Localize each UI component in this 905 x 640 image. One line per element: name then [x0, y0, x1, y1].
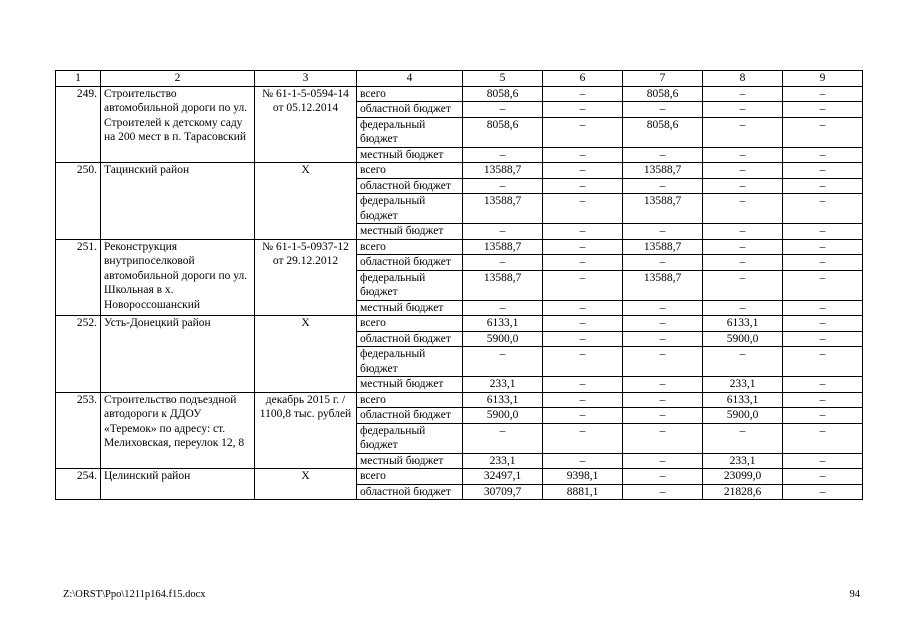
value-cell: – — [463, 300, 543, 316]
value-cell: – — [623, 423, 703, 453]
value-cell: 6133,1 — [463, 316, 543, 332]
header-row — [56, 71, 863, 87]
value-cell: – — [783, 408, 863, 424]
row-number: 253. — [56, 392, 101, 469]
value-cell: – — [703, 178, 783, 194]
value-cell: 6133,1 — [463, 392, 543, 408]
value-cell: – — [703, 347, 783, 377]
value-cell: 13588,7 — [623, 239, 703, 255]
budget-source: областной бюджет — [357, 255, 463, 271]
row-number: 251. — [56, 239, 101, 316]
value-cell: 21828,6 — [703, 484, 783, 500]
value-cell: – — [703, 147, 783, 163]
value-cell: – — [623, 316, 703, 332]
value-cell: – — [623, 147, 703, 163]
value-cell: – — [623, 453, 703, 469]
value-cell: 6133,1 — [703, 392, 783, 408]
value-cell: 8058,6 — [463, 86, 543, 102]
value-cell: 32497,1 — [463, 469, 543, 485]
table-row — [56, 239, 863, 255]
value-cell: 5900,0 — [463, 408, 543, 424]
value-cell: 8058,6 — [623, 86, 703, 102]
value-cell: – — [543, 194, 623, 224]
value-cell: 8058,6 — [623, 117, 703, 147]
value-cell: – — [703, 423, 783, 453]
document-ref: Х — [255, 316, 357, 393]
value-cell: – — [543, 392, 623, 408]
budget-table — [55, 70, 863, 500]
row-number: 250. — [56, 163, 101, 240]
value-cell: – — [463, 178, 543, 194]
value-cell: – — [463, 147, 543, 163]
budget-source: всего — [357, 316, 463, 332]
budget-source: всего — [357, 163, 463, 179]
value-cell: 13588,7 — [623, 163, 703, 179]
budget-source: местный бюджет — [357, 377, 463, 393]
budget-source: всего — [357, 469, 463, 485]
value-cell: – — [703, 239, 783, 255]
value-cell: – — [783, 255, 863, 271]
value-cell: – — [543, 86, 623, 102]
budget-source: местный бюджет — [357, 147, 463, 163]
value-cell: – — [543, 377, 623, 393]
value-cell: 13588,7 — [463, 194, 543, 224]
value-cell: 13588,7 — [463, 239, 543, 255]
value-cell: – — [463, 102, 543, 118]
value-cell: 13588,7 — [463, 270, 543, 300]
value-cell: – — [543, 453, 623, 469]
value-cell: – — [783, 86, 863, 102]
value-cell: – — [783, 147, 863, 163]
value-cell: – — [543, 178, 623, 194]
value-cell: – — [543, 147, 623, 163]
object-name: Усть-Донецкий район — [101, 316, 255, 393]
value-cell: – — [783, 117, 863, 147]
value-cell: – — [783, 469, 863, 485]
value-cell: – — [543, 300, 623, 316]
value-cell: 9398,1 — [543, 469, 623, 485]
value-cell: – — [703, 224, 783, 240]
value-cell: 13588,7 — [623, 270, 703, 300]
value-cell: – — [543, 117, 623, 147]
value-cell: – — [623, 484, 703, 500]
value-cell: – — [783, 316, 863, 332]
value-cell: 6133,1 — [703, 316, 783, 332]
budget-source: всего — [357, 392, 463, 408]
value-cell: – — [783, 102, 863, 118]
row-number: 252. — [56, 316, 101, 393]
value-cell: – — [783, 453, 863, 469]
budget-source: всего — [357, 86, 463, 102]
value-cell: – — [783, 347, 863, 377]
value-cell: 13588,7 — [623, 194, 703, 224]
value-cell: – — [703, 255, 783, 271]
value-cell: – — [703, 300, 783, 316]
value-cell: – — [543, 163, 623, 179]
row-number: 249. — [56, 86, 101, 163]
value-cell: 8058,6 — [463, 117, 543, 147]
value-cell: – — [623, 102, 703, 118]
document-ref: Х — [255, 469, 357, 500]
value-cell: – — [543, 239, 623, 255]
value-cell: – — [783, 331, 863, 347]
document-ref: № 61-1-5-0937-12 от 29.12.2012 — [255, 239, 357, 316]
value-cell: – — [543, 408, 623, 424]
budget-source: областной бюджет — [357, 102, 463, 118]
table-row — [56, 316, 863, 332]
budget-source: областной бюджет — [357, 331, 463, 347]
value-cell: – — [623, 377, 703, 393]
value-cell: – — [543, 102, 623, 118]
value-cell: – — [703, 102, 783, 118]
header-cell: 9 — [783, 71, 863, 87]
document-ref: № 61-1-5-0594-14 от 05.12.2014 — [255, 86, 357, 163]
document-ref: декабрь 2015 г. / 1100,8 тыс. рублей — [255, 392, 357, 469]
value-cell: – — [543, 316, 623, 332]
value-cell: 233,1 — [703, 377, 783, 393]
value-cell: 13588,7 — [463, 163, 543, 179]
header-cell: 6 — [543, 71, 623, 87]
value-cell: – — [543, 347, 623, 377]
value-cell: – — [783, 392, 863, 408]
value-cell: 233,1 — [463, 453, 543, 469]
budget-source: областной бюджет — [357, 178, 463, 194]
budget-source: федеральный бюджет — [357, 194, 463, 224]
object-name: Тацинский район — [101, 163, 255, 240]
value-cell: – — [703, 270, 783, 300]
header-cell: 4 — [357, 71, 463, 87]
value-cell: – — [783, 484, 863, 500]
row-number: 254. — [56, 469, 101, 500]
value-cell: – — [623, 178, 703, 194]
value-cell: – — [543, 331, 623, 347]
value-cell: – — [703, 194, 783, 224]
budget-source: всего — [357, 239, 463, 255]
value-cell: – — [463, 224, 543, 240]
value-cell: – — [623, 224, 703, 240]
table-body — [56, 86, 863, 500]
budget-source: федеральный бюджет — [357, 270, 463, 300]
table-row — [56, 392, 863, 408]
page-number: 94 — [849, 589, 860, 600]
value-cell: 5900,0 — [703, 408, 783, 424]
budget-source: федеральный бюджет — [357, 423, 463, 453]
value-cell: – — [783, 300, 863, 316]
table-row — [56, 86, 863, 102]
header-cell: 1 — [56, 71, 101, 87]
value-cell: – — [543, 224, 623, 240]
value-cell: – — [543, 270, 623, 300]
value-cell: 30709,7 — [463, 484, 543, 500]
object-name: Целинский район — [101, 469, 255, 500]
page-footer — [63, 588, 860, 601]
value-cell: – — [623, 347, 703, 377]
budget-source: местный бюджет — [357, 300, 463, 316]
value-cell: – — [463, 347, 543, 377]
table-row — [56, 163, 863, 179]
value-cell: – — [623, 408, 703, 424]
document-ref: Х — [255, 163, 357, 240]
header-cell: 8 — [703, 71, 783, 87]
value-cell: 233,1 — [463, 377, 543, 393]
value-cell: – — [623, 469, 703, 485]
value-cell: 8881,1 — [543, 484, 623, 500]
file-path: Z:\ORST\Ppo\1211p164.f15.docx — [63, 589, 206, 600]
value-cell: – — [703, 117, 783, 147]
header-cell: 3 — [255, 71, 357, 87]
value-cell: 5900,0 — [463, 331, 543, 347]
value-cell: – — [783, 239, 863, 255]
header-cell: 2 — [101, 71, 255, 87]
budget-source: областной бюджет — [357, 408, 463, 424]
value-cell: – — [623, 255, 703, 271]
value-cell: – — [543, 423, 623, 453]
value-cell: – — [783, 377, 863, 393]
object-name: Строительство автомобильной дороги по ул. Строителей к детскому саду на 200 мест в п. Тарасовский — [101, 86, 255, 163]
value-cell: – — [623, 392, 703, 408]
object-name: Строительство подъездной автодороги к ДДОУ «Теремок» по адресу: ст. Мелиховская, переулок 12, 8 — [101, 392, 255, 469]
value-cell: – — [703, 86, 783, 102]
value-cell: – — [783, 270, 863, 300]
budget-source: областной бюджет — [357, 484, 463, 500]
header-cell: 5 — [463, 71, 543, 87]
value-cell: 23099,0 — [703, 469, 783, 485]
value-cell: – — [783, 178, 863, 194]
budget-source: местный бюджет — [357, 224, 463, 240]
value-cell: – — [623, 300, 703, 316]
value-cell: – — [783, 423, 863, 453]
header-cell: 7 — [623, 71, 703, 87]
budget-source: местный бюджет — [357, 453, 463, 469]
table-row — [56, 469, 863, 485]
value-cell: – — [783, 194, 863, 224]
object-name: Реконструкция внутрипоселковой автомобильной дороги по ул. Школьная в х. Новороссошанский — [101, 239, 255, 316]
value-cell: 233,1 — [703, 453, 783, 469]
value-cell: – — [463, 423, 543, 453]
budget-source: федеральный бюджет — [357, 117, 463, 147]
value-cell: – — [783, 224, 863, 240]
budget-source: федеральный бюджет — [357, 347, 463, 377]
value-cell: – — [543, 255, 623, 271]
value-cell: – — [623, 331, 703, 347]
value-cell: – — [463, 255, 543, 271]
value-cell: – — [783, 163, 863, 179]
value-cell: 5900,0 — [703, 331, 783, 347]
value-cell: – — [703, 163, 783, 179]
